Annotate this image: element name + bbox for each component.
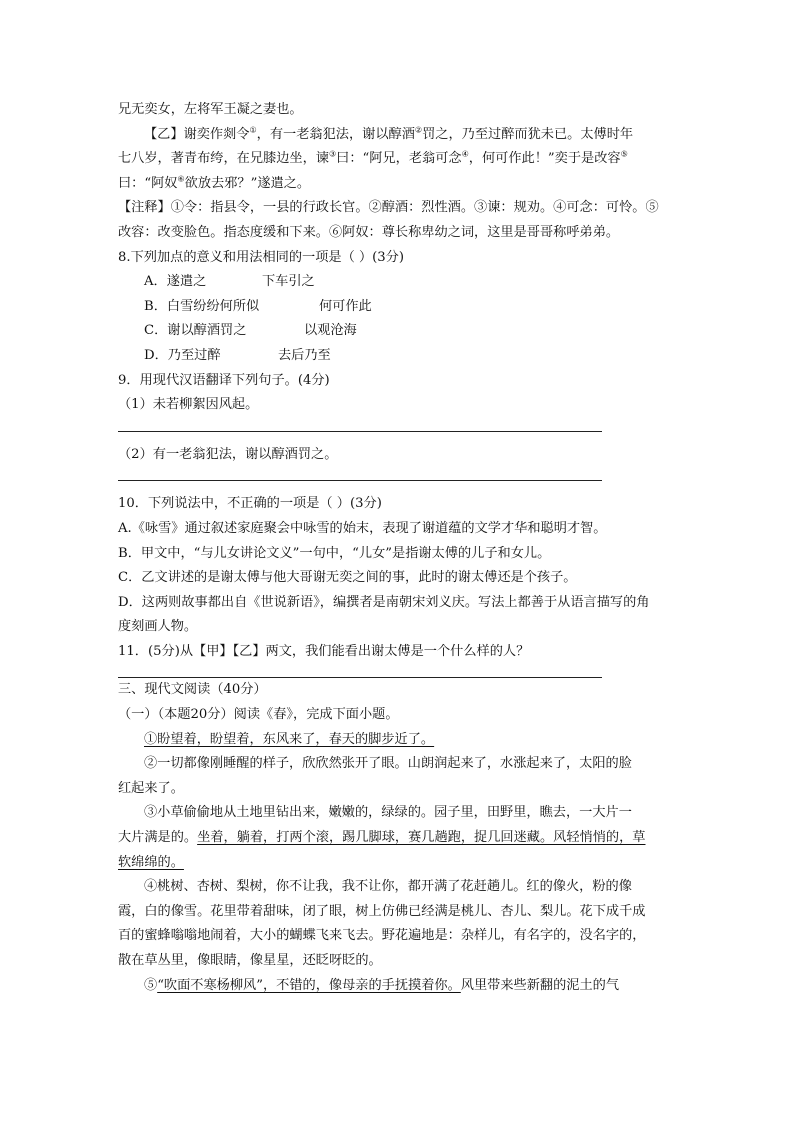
footnote-mark: ⑥: [177, 174, 185, 184]
question-8-option-b: B．白雪纷纷何所似 何可作此: [144, 298, 372, 314]
question-8-option-d: D．乃至过醉 去后乃至: [144, 347, 331, 363]
footnote-mark: ⑤: [620, 149, 628, 159]
chun-paragraph-4-line-3: 百的蜜蜂嗡嗡地闹着，大小的蝴蝶飞来飞去。野花遍地是：杂样儿，有名字的，没名字的，: [118, 928, 646, 944]
chun-paragraph-1: ①盼望着，盼望着，东风来了，春天的脚步近了。: [144, 731, 435, 747]
question-8-option-c: C．谢以醇酒罚之 以观沧海: [144, 323, 357, 339]
chun-paragraph-3-line-2: 大片满是的。坐着，躺着，打两个滚，踢几脚球，赛几趟跑，捉几回迷藏。风轻悄悄的，草: [118, 830, 646, 846]
footnote-mark: ③: [329, 149, 337, 159]
passage-yi-line-3: 曰：“阿奴⑥欲放去邪？”遂遣之。: [118, 174, 311, 191]
footnote-mark: ①: [249, 125, 257, 135]
passage-yi-line-2: 七八岁，著青布绔，在兄膝边坐，谏③曰：“阿兄，老翁可念④，何可作此！”奕于是改容⑤: [118, 149, 628, 167]
chun-paragraph-2-line-2: 红起来了。: [118, 780, 184, 796]
chun-paragraph-2-line-1: ②一切都像刚睡醒的样子，欣欣然张开了眼。山朗润起来了，水涨起来了，太阳的脸: [144, 756, 632, 772]
intro-line: 兄无奕女，左将军王凝之妻也。: [118, 102, 303, 117]
question-8-option-a: A．遂遣之 下车引之: [144, 274, 315, 290]
answer-line[interactable]: [118, 467, 602, 481]
question-11-stem: 11．(5分)从【甲】【乙】两文，我们能看出谢太傅是一个什么样的人？: [118, 643, 530, 659]
section-3-heading: 三、现代文阅读（40分）: [118, 682, 267, 698]
footnote-mark: ②: [414, 125, 423, 135]
question-10-option-d-line-1: D．这两则故事都出自《世说新语》，编撰者是南朝宋刘义庆。写法上都善于从语言描写的角: [118, 594, 650, 610]
answer-line[interactable]: [118, 664, 602, 678]
passage-yi-line-1: 【乙】谢奕作剡令①，有一老翁犯法，谢以醇酒②罚之，乃至过醉而犹未已。太傅时年: [144, 125, 634, 142]
chun-paragraph-3-line-3: 软绵绵的。: [118, 854, 184, 870]
answer-line[interactable]: [118, 418, 602, 432]
footnote-mark: ④: [461, 149, 469, 159]
passage-tag: 【乙】: [144, 126, 184, 142]
notes-line-2: 改容：改变脸色。指态度缓和下来。⑥阿奴：尊长称卑幼之词，这里是哥哥称呼弟弟。: [118, 224, 620, 240]
document-page: [118, 98, 678, 998]
question-10-option-d-line-2: 度刻画人物。: [118, 619, 198, 635]
chun-paragraph-4-line-2: 霞，白的像雪。花里带着甜味，闭了眼，树上仿佛已经满是桃儿、杏儿、梨儿。花下成千成: [118, 903, 646, 919]
chun-paragraph-5-line-1: ⑤“吹面不寒杨柳风”，不错的，像母亲的手抚摸着你。风里带来些新翻的泥土的气: [144, 977, 620, 993]
question-8-stem: 8.下列加点的意义和用法相同的一项是（ ）(3分): [118, 249, 405, 265]
question-10-option-a: A.《咏雪》通过叙述家庭聚会中咏雪的始末，表现了谢道蕴的文学才华和聪明才智。: [118, 520, 607, 536]
notes-line-1: 【注释】①令：指县令，一县的行政长官。②醇酒：烈性酒。③谏：规劝。④可念：可怜。⑤: [118, 200, 659, 216]
chun-paragraph-4-line-1: ④桃树、杏树、梨树，你不让我，我不让你，都开满了花赶趟儿。红的像火，粉的像: [144, 879, 632, 895]
question-9-stem: 9．用现代汉语翻译下列句子。(4分): [118, 372, 330, 388]
chun-paragraph-3-line-1: ③小草偷偷地从土地里钻出来，嫩嫩的，绿绿的。园子里，田野里，瞧去，一大片一: [144, 805, 632, 821]
question-9-sentence-1: （1）未若柳絮因风起。: [118, 397, 259, 413]
chun-paragraph-4-line-4: 散在草丛里，像眼睛，像星星，还眨呀眨的。: [118, 953, 382, 968]
section-3-subheading: （一）（本题20分）阅读《春》，完成下面小题。: [118, 707, 399, 723]
question-10-option-c: C．乙文讲述的是谢太傅与他大哥谢无奕之间的事，此时的谢太傅还是个孩子。: [118, 570, 577, 586]
question-10-option-b: B．甲文中，“与儿女讲论文义”一句中，“儿女”是指谢太傅的儿子和女儿。: [118, 545, 551, 561]
question-10-stem: 10．下列说法中，不正确的一项是（ ）(3分): [118, 496, 382, 512]
question-9-sentence-2: （2）有一老翁犯法，谢以醇酒罚之。: [118, 446, 338, 462]
